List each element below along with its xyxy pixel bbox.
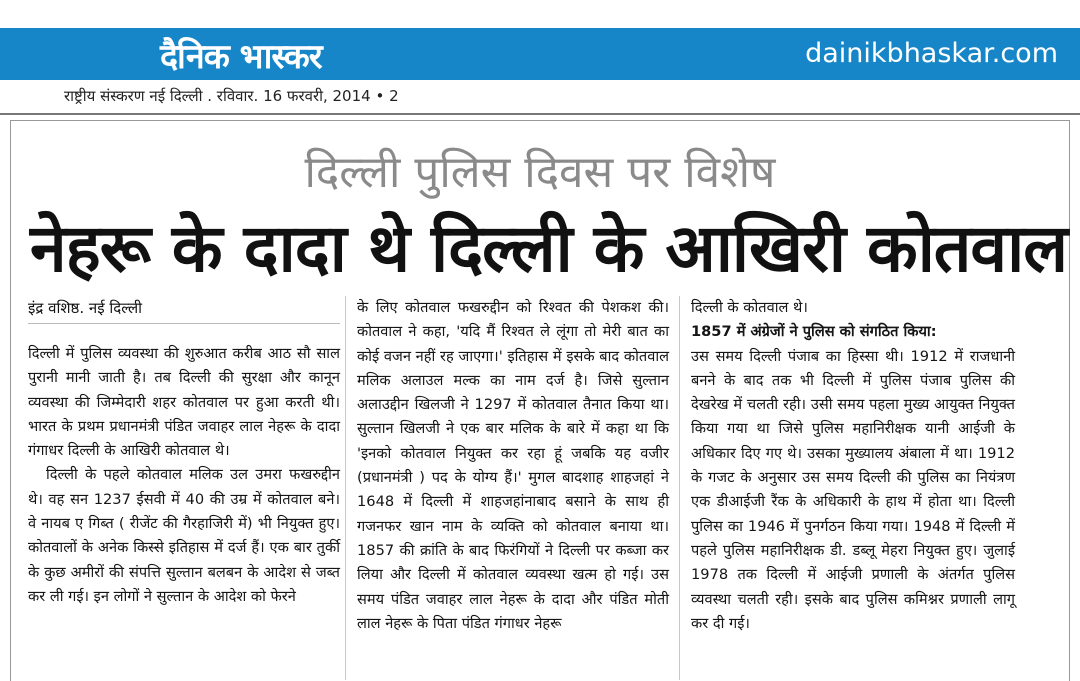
- article-column-3: [691, 296, 1015, 636]
- paragraph: उस समय दिल्ली पंजाब का हिस्सा थी। 1912 में राजधानी बनने के बाद तक भी दिल्ली में पुलिस पंजाब पुलिस की देखरेख में चलती रही। उसी समय पहला मुख्य आयुक्त नियुक्त किया गया था जिसे पुलिस महानिरीक्षक यानी आईजी के अधिकार दिए गए थे। उसका मुख्यालय अंबाला में था। 1912 के गजट के अनुसार उस समय दिल्ली की पुलिस का नियंत्रण एक डीआईजी रैंक के अधिकारी के हाथ में होता था। दिल्ली पुलिस का 1946 में पुनर्गठन किया गया। 1948 में दिल्ली में पहले पुलिस महानिरीक्षक डी. डब्लू मेहरा नियुक्त हुए। जुलाई 1978 तक दिल्ली में आईजी प्रणाली के अंतर्गत पुलिस व्यवस्था चलती रही। इसके बाद पुलिस कमिश्नर प्रणाली लागू कर दी गई।: [691, 347, 1015, 632]
- website-url: dainikbhaskar.com: [805, 38, 1058, 69]
- paragraph: के लिए कोतवाल फखरुद्दीन को रिश्वत की पेशकश की। कोतवाल ने कहा, 'यदि मैं रिश्वत ले लूंगा तो मेरी बात का कोई वजन नहीं रह जाएगा।' इतिहास में इसके बाद कोतवाल मलिक अलाउल मल्क का नाम दर्ज है। जिसे सुल्तान अलाउद्दीन खिलजी ने 1297 में कोतवाल तैनात किया था। सुल्तान खिलजी ने एक बार मलिक के बारे में कहा था कि 'इनको कोतवाल नियुक्त कर रहा हूं जबकि यह वजीर (प्रधानमंत्री ) पद के योग्य हैं।' मुगल बादशाह शाहजहां ने 1648 में दिल्ली में शाहजहांनाबाद बसाने के साथ ही गजनफर खान नाम के व्यक्ति को कोतवाल बनाया था। 1857 की क्रांति के बाद फिरंगियों ने दिल्ली पर कब्जा कर लिया और दिल्ली में कोतवाल व्यवस्था खत्म हो गई। उस समय पंडित जवाहर लाल नेहरू के दादा और पंडित मोती लाल नेहरू के पिता पंडित गंगाधर नेहरू: [357, 299, 669, 632]
- edition-line: राष्ट्रीय संस्करण नई दिल्ली . रविवार. 16 फरवरी, 2014 • 2: [64, 87, 399, 105]
- masthead-bar: [0, 28, 1080, 80]
- article-headline: नेहरू के दादा थे दिल्ली के आखिरी कोतवाल: [30, 210, 1067, 287]
- paragraph: दिल्ली के कोतवाल थे।: [691, 299, 808, 316]
- article-column-1: [28, 296, 340, 609]
- column-divider: [345, 296, 346, 680]
- column-divider: [679, 296, 680, 680]
- article-kicker: दिल्ली पुलिस दिवस पर विशेष: [304, 147, 776, 198]
- byline: इंद्र वशिष्ठ. नई दिल्ली: [28, 296, 340, 324]
- article-column-2: [357, 296, 669, 636]
- paragraph: दिल्ली में पुलिस व्यवस्था की शुरुआत करीब आठ सौ साल पुरानी मानी जाती है। तब दिल्ली की सुरक्षा और कानून व्यवस्था की जिम्मेदारी शहर कोतवाल पर हुआ करती थी। भारत के प्रथम प्रधानमंत्री पंडित जवाहर लाल नेहरू के दादा गंगाधर दिल्ली के आखिरी कोतवाल थे।: [28, 345, 340, 460]
- header-divider: [0, 113, 1080, 115]
- subheading: 1857 में अंग्रेजों ने पुलिस को संगठित किया:: [691, 323, 937, 341]
- newspaper-logo: दैनिक भास्कर: [160, 37, 322, 77]
- paragraph: दिल्ली के पहले कोतवाल मलिक उल उमरा फखरुद्दीन थे। वह सन 1237 ईसवी में 40 की उम्र में कोतवाल बने। वे नायब ए गिब्त ( रीजेंट की गैरहाजिरी में) भी नियुक्त हुए। कोतवालों के अनेक किस्से इतिहास में दर्ज हैं। एक बार तुर्की के कुछ अमीरों की संपत्ति सुल्तान बलबन के आदेश से जब्त कर ली गई। इन लोगों ने सुल्तान के आदेश को फेरने: [28, 466, 340, 605]
